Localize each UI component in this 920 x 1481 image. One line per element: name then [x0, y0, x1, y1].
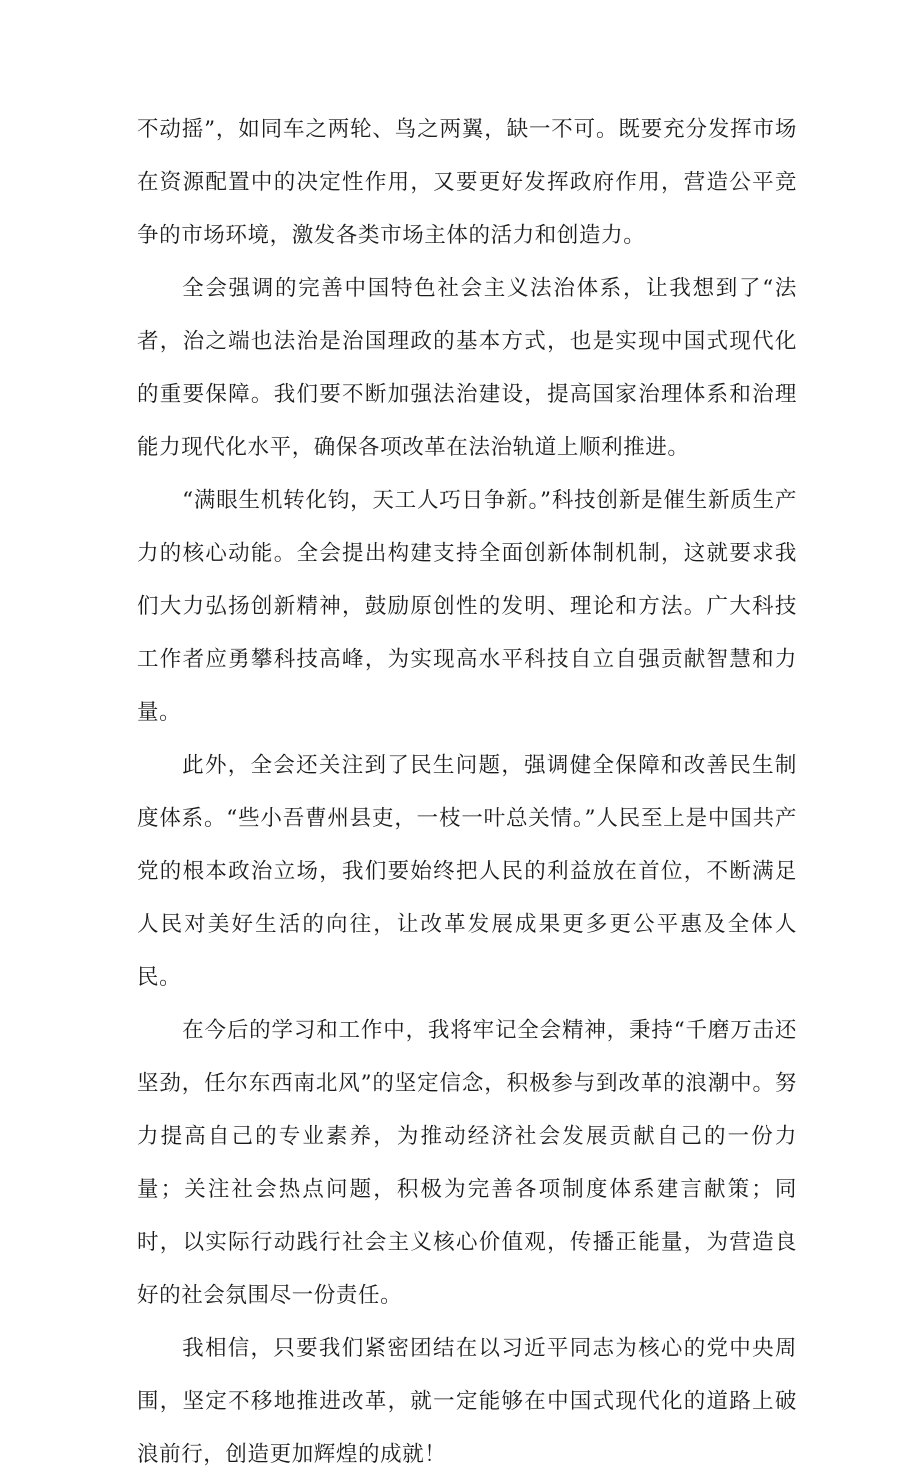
paragraph-continuation: 不动摇”，如同车之两轮、鸟之两翼，缺一不可。既要充分发挥市场在资源配置中的决定性作用，又要更好发挥政府作用，营造公平竞争的市场环境，激发各类市场主体的活力和创造力。 — [137, 117, 797, 248]
paragraph-study-work: 在今后的学习和工作中，我将牢记全会精神，秉持“千磨万击还坚劲，任尔东西南北风”的坚定信念，积极参与到改革的浪潮中。努力提高自己的专业素养，为推动经济社会发展贡献自己的一份力量；关注社会热点问题，积极为完善各项制度体系建言献策；同时，以实际行动践行社会主义核心价值观，传播正能量，为营造良好的社会氛围尽一份责任。 — [137, 1018, 797, 1308]
paragraph-rule-of-law: 全会强调的完善中国特色社会主义法治体系，让我想到了“法者，治之端也法治是治国理政的基本方式，也是实现中国式现代化的重要保障。我们要不断加强法治建设，提高国家治理体系和治理能力现代化水平，确保各项改革在法治轨道上顺利推进。 — [137, 276, 797, 460]
document-body — [137, 103, 797, 1481]
paragraph-livelihood: 此外，全会还关注到了民生问题，强调健全保障和改善民生制度体系。“些小吾曹州县吏，一枝一叶总关情。”人民至上是中国共产党的根本政治立场，我们要始终把人民的利益放在首位，不断满足人民对美好生活的向往，让改革发展成果更多更公平惠及全体人民。 — [137, 753, 797, 990]
paragraph-innovation: “满眼生机转化钧，天工人巧日争新。”科技创新是催生新质生产力的核心动能。全会提出构建支持全面创新体制机制，这就要求我们大力弘扬创新精神，鼓励原创性的发明、理论和方法。广大科技工作者应勇攀科技高峰，为实现高水平科技自立自强贡献智慧和力量。 — [137, 488, 797, 725]
paragraph-conclusion: 我相信，只要我们紧密团结在以习近平同志为核心的党中央周围，坚定不移地推进改革，就一定能够在中国式现代化的道路上破浪前行，创造更加辉煌的成就！ — [137, 1336, 797, 1467]
